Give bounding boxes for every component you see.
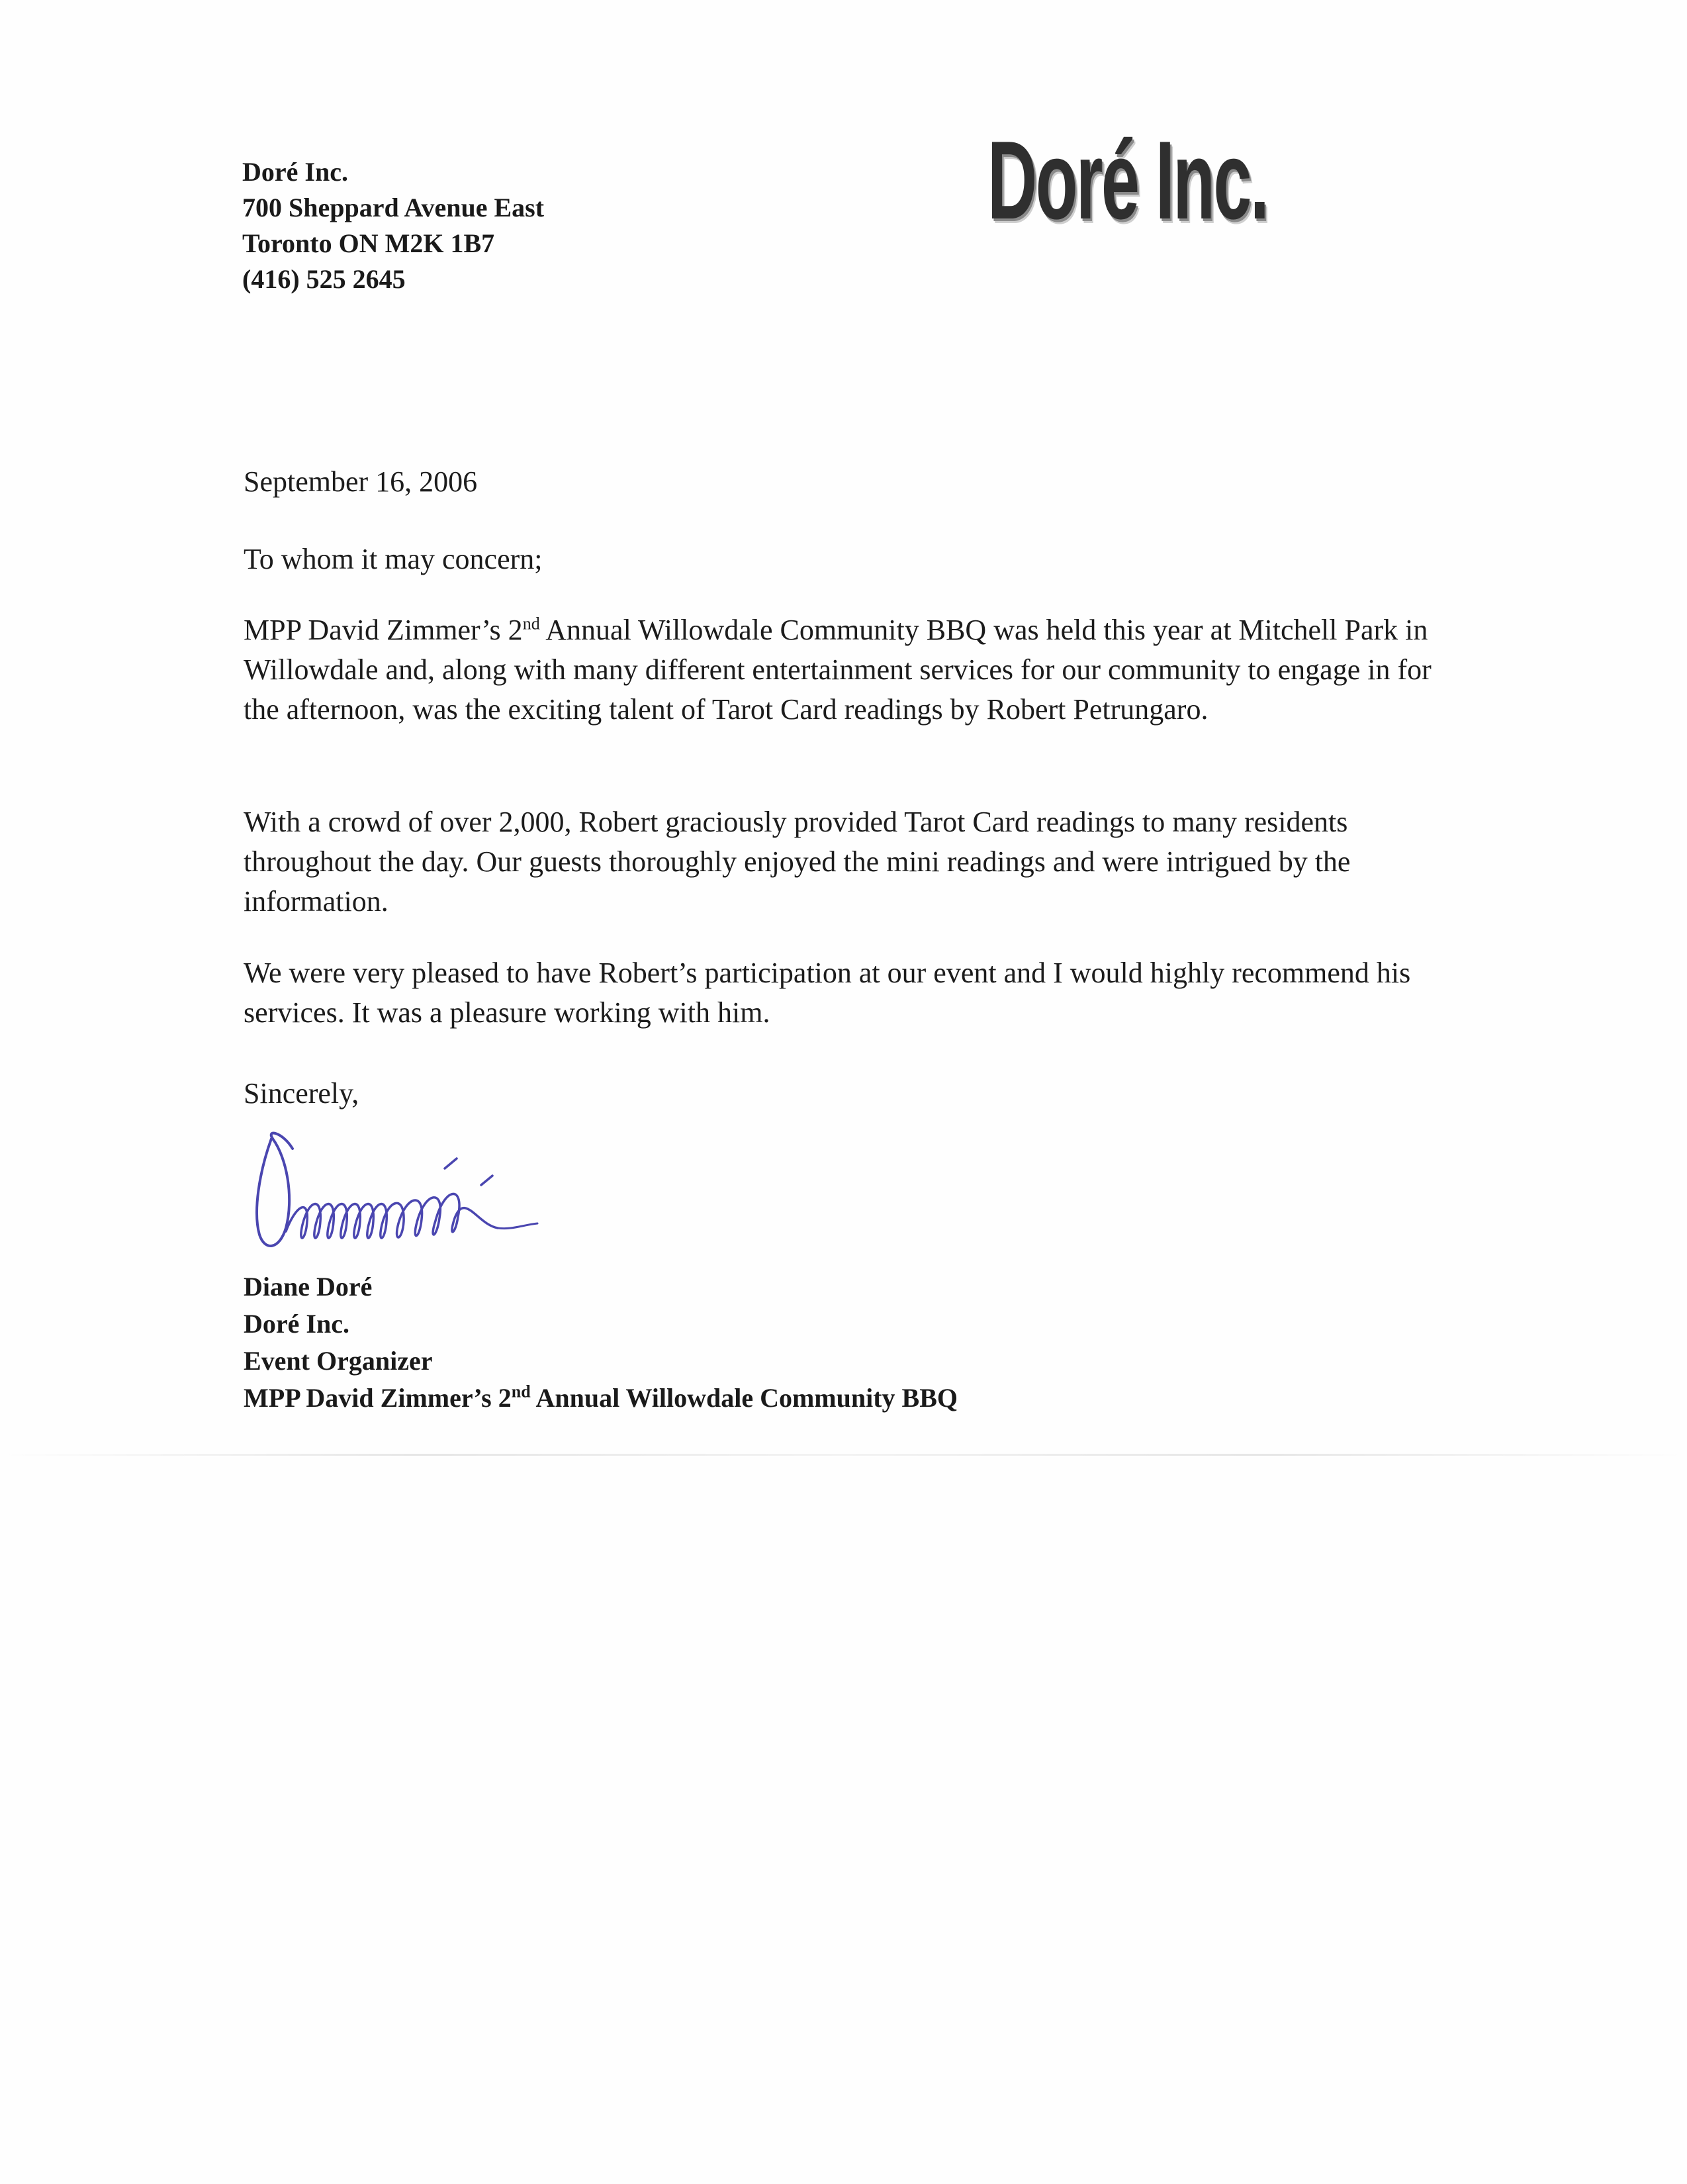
company-logo: Doré Inc. [987,118,1268,242]
paragraph-3: We were very pleased to have Robert’s participation at our event and I would highly recommend his services. It was a pleasure working with him. [244,957,1411,1029]
paragraph-2: With a crowd of over 2,000, Robert graciously provided Tarot Card readings to many residents throughout the day. Our guests thoroughly enjoyed the mini readings and were intrigued by the information. [244,806,1351,918]
signer-company: Doré Inc. [244,1309,349,1339]
signer-event [244,1380,958,1417]
paragraph-1 [244,610,1435,730]
signer-event-ordinal: nd [511,1382,531,1401]
sender-city: Toronto ON M2K 1B7 [242,228,495,258]
paragraph-1-rest: Annual Willowdale Community BBQ was held this year at Mitchell Park in Willowdale and, along with many different entertainment services for our community to engage in for the afternoon, was the exciting talent of Tarot Card readings by Robert Petrungaro. [244,614,1432,726]
signer-event-start: MPP David Zimmer’s 2 [244,1383,512,1413]
closing: Sincerely, [244,1077,359,1110]
ordinal-suffix: nd [522,614,540,634]
paper-fold-line [0,1454,1687,1456]
paragraph-1-start: MPP David Zimmer’s 2 [244,614,523,646]
signer-title: Event Organizer [244,1346,433,1376]
sender-phone: (416) 525 2645 [242,264,406,294]
signature-block [244,1268,958,1417]
signer-event-rest: Annual Willowdale Community BBQ [530,1383,958,1413]
sender-street: 700 Sheppard Avenue East [242,193,545,222]
handwritten-signature [246,1112,590,1271]
sender-address-block [242,154,544,297]
letter-date: September 16, 2006 [244,465,478,498]
signer-name: Diane Doré [244,1272,373,1302]
sender-name: Doré Inc. [242,157,348,187]
salutation: To whom it may concern; [244,543,543,575]
